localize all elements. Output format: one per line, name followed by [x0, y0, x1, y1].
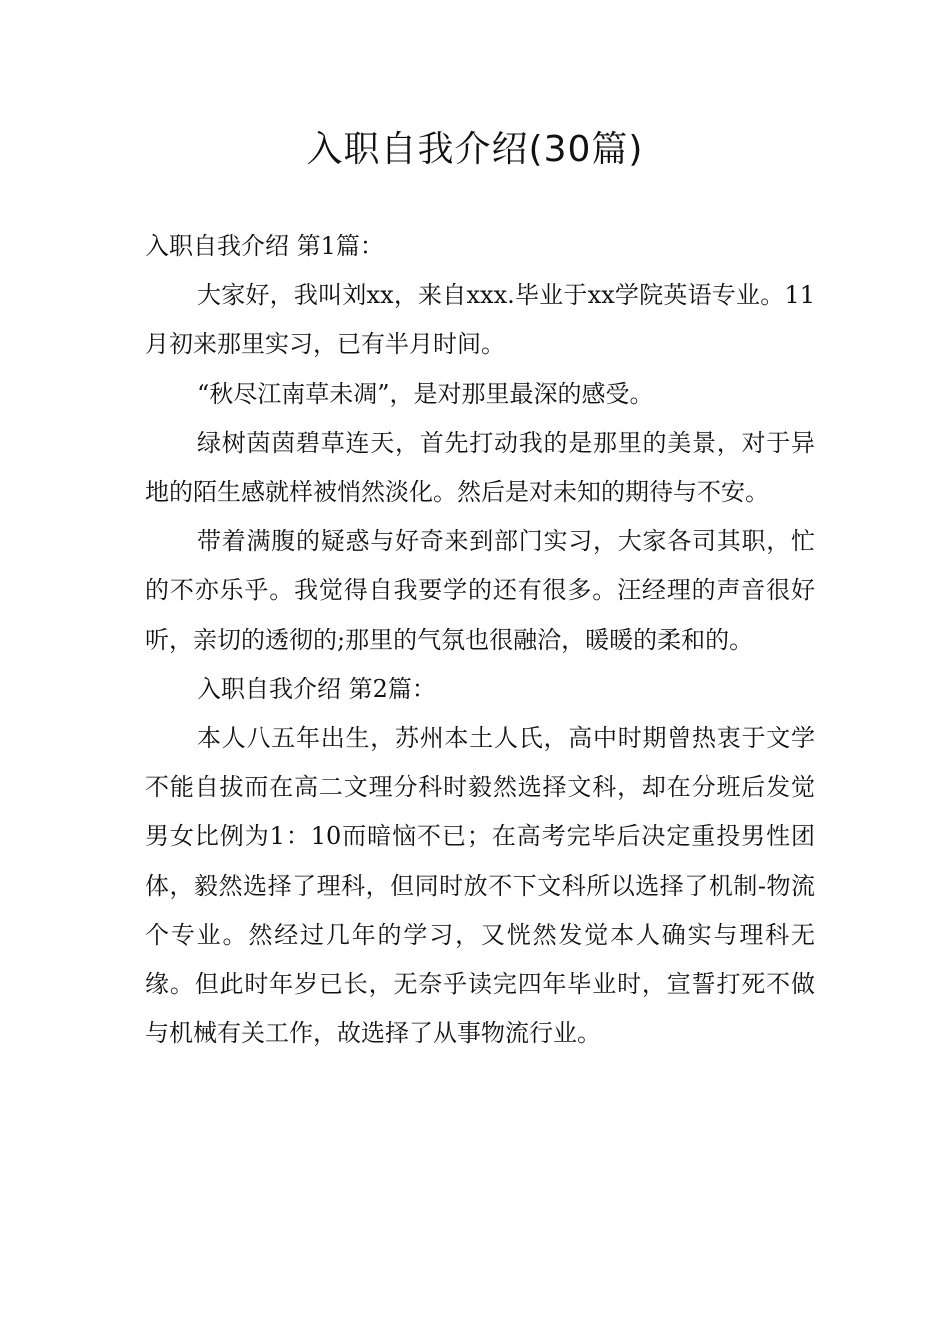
paragraph: 带着满腹的疑惑与好奇来到部门实习，大家各司其职，忙的不亦乐乎。我觉得自我要学的还有很多。汪经理的声音很好听，亲切的透彻的;那里的气氛也很融洽，暖暖的柔和的。: [145, 527, 815, 654]
section-heading-1: 入职自我介绍 第1篇：: [145, 232, 384, 260]
section-heading-2: 入职自我介绍 第2篇：: [197, 674, 436, 703]
paragraph: 大家好，我叫刘xx，来自xxx.毕业于xx学院英语专业。11月初来那里实习，已有半月时间。: [145, 281, 815, 359]
document-title: 入职自我介绍(30篇): [306, 129, 644, 170]
paragraph: “秋尽江南草未凋”，是对那里最深的感受。: [197, 379, 654, 408]
paragraph: 绿树茵茵碧草连天，首先打动我的是那里的美景，对于异地的陌生感就样被悄然淡化。然后是对未知的期待与不安。: [145, 428, 815, 507]
paragraph: 本人八五年出生，苏州本土人氏，高中时期曾热衷于文学不能自拔而在高二文理分科时毅然选择文科，却在分班后发觉男女比例为1：10而暗恼不已；在高考完毕后决定重投男性团体，毅然选择了理科，但同时放不下文科所以选择了机制-物流个专业。然经过几年的学习，又恍然发觉本人确实与理科无缘。但此时年岁已长，无奈乎读完四年毕业时，宣誓打死不做与机械有关工作，故选择了从事物流行业。: [145, 724, 815, 1048]
document-body: [145, 222, 815, 1058]
